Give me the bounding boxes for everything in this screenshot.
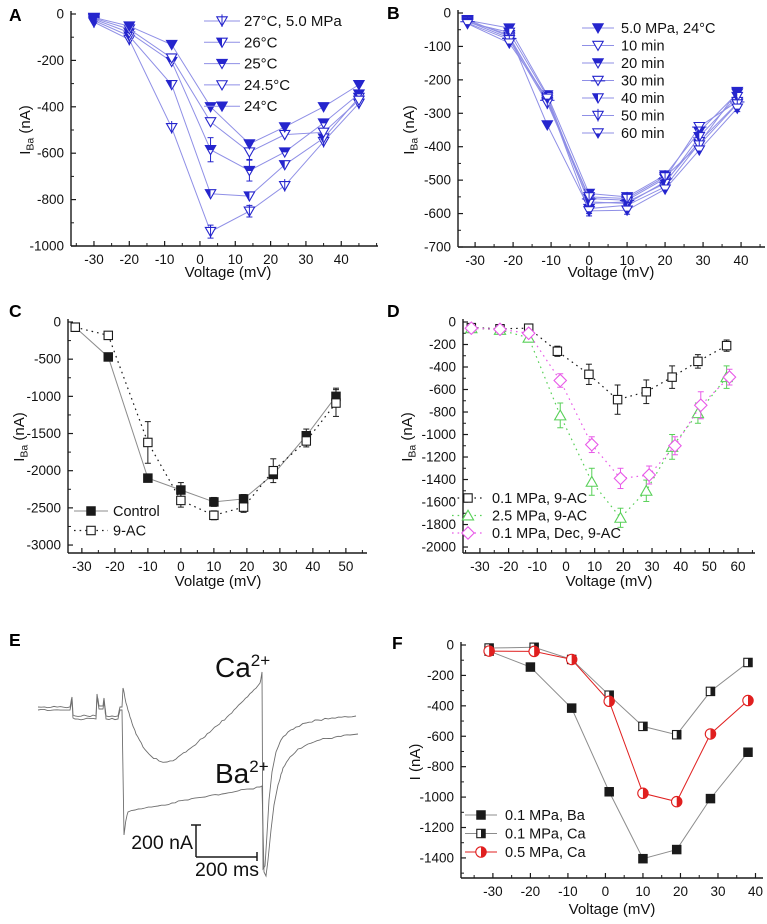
x-tick-label: 40 <box>733 253 749 268</box>
legend-label: 20 min <box>621 56 665 72</box>
x-tick-label: -10 <box>154 252 175 267</box>
x-tick-label: 0 <box>196 252 204 267</box>
panel-label-e: E <box>9 630 21 650</box>
y-tick-label: -400 <box>428 359 456 375</box>
x-tick-label: 10 <box>635 884 651 899</box>
legend-label: 0.1 MPa, 9-AC <box>492 491 588 507</box>
legend-label: 25°C <box>244 55 278 73</box>
y-tick-label: 0 <box>448 314 456 330</box>
y-tick-label: -800 <box>36 192 64 208</box>
y-axis-title: $I_{Ba}$ (nA) <box>11 412 31 462</box>
x-tick-label: -20 <box>105 559 125 574</box>
y-tick-label: -3000 <box>26 537 61 553</box>
series-b-5 <box>462 16 742 204</box>
legend-label: 2.5 MPa, 9-AC <box>492 508 588 525</box>
series-b-2 <box>462 16 742 202</box>
x-tick-label: 30 <box>298 252 314 267</box>
legend-label: 27°C, 5.0 MPa <box>244 13 342 30</box>
x-tick-label: 10 <box>206 559 222 574</box>
x-tick-label: 20 <box>263 252 279 267</box>
x-axis-title: Voltage (mV) <box>565 573 653 590</box>
x-tick-label: 40 <box>673 559 689 574</box>
x-tick-label: 20 <box>615 559 631 574</box>
panel-d <box>387 301 755 590</box>
y-tick-label: -500 <box>423 172 451 188</box>
panel-label-d: D <box>387 301 400 321</box>
x-tick-label: 60 <box>730 559 746 574</box>
panel-b <box>387 3 765 281</box>
y-tick-label: -2000 <box>26 463 61 479</box>
y-tick-label: -200 <box>423 72 451 88</box>
panel-e <box>9 630 358 881</box>
legend-label: 26°C <box>244 34 278 52</box>
x-tick-label: 50 <box>701 559 717 574</box>
legend-d <box>452 491 621 542</box>
y-tick-label: -1000 <box>419 789 454 805</box>
amplitude-scale-label: 200 nA <box>131 832 193 854</box>
y-tick-label: -1000 <box>26 388 61 404</box>
legend-label: 30 min <box>621 73 665 90</box>
legend-label: Control <box>113 504 160 520</box>
panel-f <box>392 633 763 918</box>
series-d-0 <box>467 323 731 414</box>
x-tick-label: -20 <box>503 253 523 268</box>
y-tick-label: -600 <box>428 382 456 398</box>
x-tick-label: -10 <box>138 559 158 574</box>
y-tick-label: -1400 <box>419 850 454 866</box>
series-f-2 <box>484 646 753 807</box>
panel-label-c: C <box>9 301 22 321</box>
x-tick-label: 20 <box>657 253 673 268</box>
legend-label: 24°C <box>244 98 278 116</box>
x-tick-label: 0 <box>601 884 610 899</box>
x-tick-label: -30 <box>483 884 503 899</box>
legend-label: 0.1 MPa, Ba <box>505 808 585 824</box>
x-tick-label: -10 <box>541 253 561 268</box>
time-scale-label: 200 ms <box>195 859 259 881</box>
x-tick-label: -20 <box>498 559 519 574</box>
x-tick-label: -30 <box>470 559 490 574</box>
legend-label: 40 min <box>621 91 665 107</box>
ca-current-trace <box>38 672 356 869</box>
y-tick-label: -400 <box>426 698 454 714</box>
y-tick-label: -400 <box>36 99 64 115</box>
y-tick-label: -1600 <box>421 494 456 510</box>
x-axis-title: Voltage (mV) <box>567 264 655 281</box>
y-axis-title: $I_{Ba}$ (nA) <box>399 412 419 462</box>
x-tick-label: -20 <box>520 884 541 899</box>
ba-trace-label: $Ba^{2+}$ <box>215 757 269 789</box>
legend-label: 9-AC <box>113 523 147 540</box>
x-tick-label: 30 <box>272 559 288 574</box>
y-tick-label: -700 <box>423 239 451 255</box>
x-tick-label: -20 <box>119 252 140 267</box>
axes <box>26 315 367 575</box>
x-axis-title: Voltage (mV) <box>568 901 656 918</box>
x-tick-label: 20 <box>672 884 688 899</box>
x-tick-label: 30 <box>644 559 660 574</box>
x-tick-label: -10 <box>558 884 578 899</box>
legend-c <box>74 504 160 540</box>
y-tick-label: -600 <box>36 145 64 161</box>
panel-a <box>9 5 378 281</box>
y-tick-label: 0 <box>56 6 64 22</box>
x-tick-label: 30 <box>695 253 711 268</box>
panel-c <box>9 301 367 590</box>
y-axis-title: $I_{Ba}$ (nA) <box>17 105 37 155</box>
panel-label-f: F <box>392 633 403 653</box>
y-tick-label: -800 <box>426 759 454 775</box>
y-tick-label: -400 <box>423 139 451 155</box>
legend-f <box>465 808 587 861</box>
legend-label: 5.0 MPa, 24°C <box>621 21 716 37</box>
x-tick-label: 40 <box>305 559 321 574</box>
y-axis-title: $I_{Ba}$ (nA) <box>401 105 421 155</box>
ba-current-trace <box>38 697 358 876</box>
y-tick-label: -200 <box>426 667 454 683</box>
y-tick-label: -1000 <box>29 238 64 254</box>
panel-label-a: A <box>9 5 22 25</box>
x-axis-title: Voltage (mV) <box>184 264 272 281</box>
ca-trace-label: $Ca^{2+}$ <box>215 651 271 683</box>
x-axis-title: Volatge (mV) <box>174 573 262 590</box>
x-tick-label: 10 <box>227 252 243 267</box>
x-tick-label: 40 <box>333 252 349 267</box>
x-tick-label: 10 <box>587 559 603 574</box>
y-tick-label: -800 <box>428 404 456 420</box>
x-tick-label: 40 <box>747 884 764 899</box>
y-tick-label: -1200 <box>419 820 454 836</box>
x-tick-label: 50 <box>338 559 354 574</box>
y-tick-label: 0 <box>53 314 61 330</box>
x-tick-label: 0 <box>585 253 593 268</box>
axes <box>419 638 763 900</box>
scale-bars <box>131 825 259 881</box>
legend-label: 0.1 MPa, Dec, 9-AC <box>492 526 621 542</box>
series-f-1 <box>485 643 752 739</box>
series-d-2 <box>465 322 736 489</box>
y-tick-label: -600 <box>423 206 451 222</box>
series-c-0 <box>71 323 340 506</box>
x-tick-label: -30 <box>84 252 104 267</box>
y-tick-label: -1000 <box>421 427 456 443</box>
y-tick-label: -100 <box>423 38 451 54</box>
series-b-6 <box>462 20 742 216</box>
legend-label: 50 min <box>621 108 665 125</box>
y-tick-label: -200 <box>428 337 456 353</box>
y-tick-label: -2500 <box>26 500 61 516</box>
x-tick-label: -10 <box>527 559 548 574</box>
x-tick-label: 0 <box>562 559 570 574</box>
y-tick-label: -600 <box>426 728 454 744</box>
y-tick-label: -1200 <box>421 449 456 465</box>
y-tick-label: -1400 <box>421 472 456 488</box>
legend-label: 10 min <box>621 38 665 55</box>
y-tick-label: 0 <box>443 5 451 21</box>
legend-label: 24.5°C <box>244 76 291 94</box>
y-tick-label: -200 <box>36 52 64 68</box>
panel-label-b: B <box>387 3 400 23</box>
x-tick-label: -30 <box>465 253 485 268</box>
x-tick-label: 30 <box>710 884 726 899</box>
legend-label: 60 min <box>621 126 665 142</box>
y-tick-label: -1800 <box>421 517 456 533</box>
y-tick-label: -500 <box>33 351 61 367</box>
y-axis-title: I (nA) <box>407 743 424 781</box>
x-tick-label: 10 <box>619 253 635 268</box>
y-tick-label: -300 <box>423 105 451 121</box>
y-tick-label: 0 <box>446 637 454 653</box>
y-tick-label: -2000 <box>421 539 456 555</box>
legend-label: 0.1 MPa, Ca <box>505 826 586 843</box>
legend-label: 0.5 MPa, Ca <box>505 845 586 861</box>
x-tick-label: 20 <box>239 559 255 574</box>
y-tick-label: -1500 <box>26 426 61 442</box>
legend-a <box>204 13 342 115</box>
x-tick-label: 0 <box>177 559 185 574</box>
x-tick-label: -30 <box>72 559 92 574</box>
